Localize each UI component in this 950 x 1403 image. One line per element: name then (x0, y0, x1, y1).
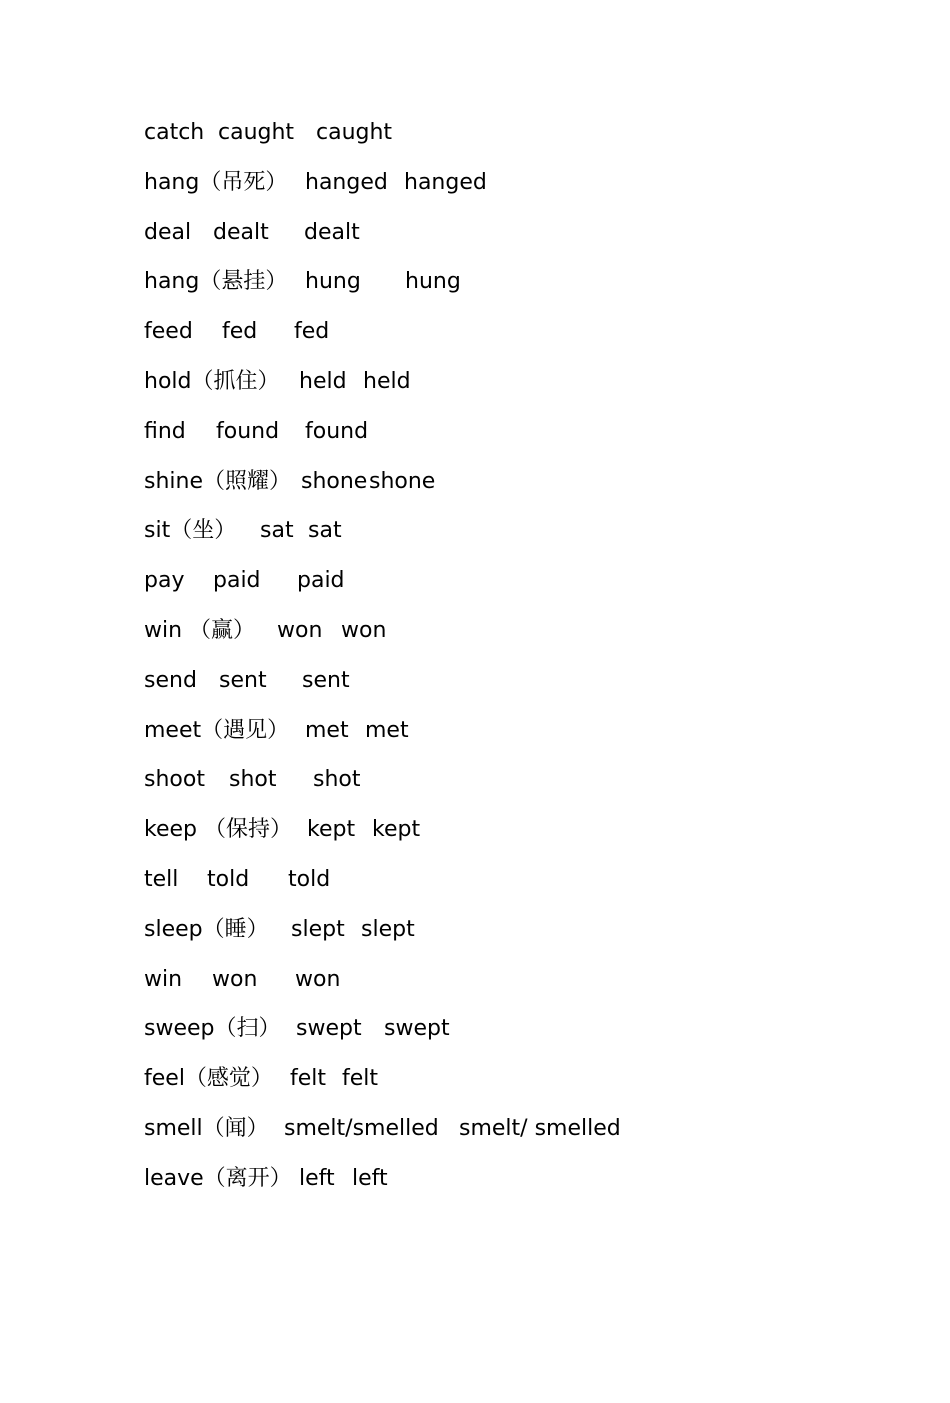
verb-past: won (277, 617, 323, 643)
verb-participle: hung (405, 269, 461, 295)
verb-row (144, 1004, 844, 1054)
verb-base: deal (144, 219, 192, 245)
verb-row (144, 755, 844, 805)
verb-base: win (144, 966, 183, 992)
verb-past: paid (213, 568, 261, 594)
verb-participle: dealt (304, 219, 360, 245)
verb-base: feed (144, 319, 193, 345)
verb-past: swept (296, 1016, 362, 1042)
verb-row (144, 457, 844, 507)
verb-past: dealt (213, 219, 269, 245)
verb-base: smell（闻） (144, 1115, 269, 1141)
verb-row (144, 158, 844, 208)
verb-base: meet（遇见） (144, 717, 290, 743)
verb-base: feel（感觉） (144, 1066, 273, 1092)
verb-row (144, 506, 844, 556)
verb-participle: found (305, 418, 369, 444)
verb-participle: shot (313, 767, 361, 793)
verb-participle: left (352, 1165, 388, 1191)
verb-row (144, 556, 844, 606)
verb-past: hanged (305, 169, 388, 195)
verb-participle: felt (342, 1066, 379, 1092)
irregular-verb-list (144, 108, 844, 1204)
verb-past: caught (218, 120, 295, 145)
verb-past: kept (307, 817, 356, 843)
verb-participle: kept (372, 817, 421, 843)
verb-base: leave（离开） (144, 1165, 292, 1191)
verb-base: hang（吊死） (144, 169, 288, 195)
verb-past: slept (291, 916, 345, 942)
verb-participle: slept (361, 916, 415, 942)
verb-row (144, 1154, 844, 1204)
verb-base: shine（照耀） (144, 468, 291, 494)
verb-row (144, 905, 844, 955)
verb-participle: hanged (404, 169, 487, 195)
verb-participle: told (288, 866, 331, 892)
verb-past: told (207, 866, 250, 892)
verb-row (144, 656, 844, 706)
verb-base: sit（坐） (144, 518, 237, 544)
verb-row (144, 257, 844, 307)
verb-participle: fed (294, 319, 330, 345)
verb-row (144, 955, 844, 1005)
verb-past: sent (219, 667, 267, 693)
verb-base: win （赢） (144, 617, 256, 643)
verb-row (144, 706, 844, 756)
verb-participle: won (295, 966, 341, 992)
verb-base: sleep（睡） (144, 916, 269, 942)
verb-past: shot (229, 767, 277, 793)
verb-row (144, 108, 844, 158)
verb-participle: sat (308, 518, 342, 544)
verb-base: pay (144, 568, 185, 594)
verb-participle: smelt/ smelled (459, 1115, 621, 1141)
verb-participle: caught (316, 120, 393, 145)
verb-participle: met (365, 717, 409, 743)
verb-past: met (305, 717, 349, 743)
verb-base: shoot (144, 767, 205, 793)
verb-row (144, 1104, 844, 1154)
verb-base: catch (144, 120, 205, 145)
verb-participle: shone (369, 468, 436, 494)
verb-participle: held (363, 368, 411, 394)
verb-past: held (299, 368, 347, 394)
verb-participle: won (341, 617, 387, 643)
verb-past: left (299, 1165, 335, 1191)
verb-base: tell (144, 866, 179, 892)
verb-past: smelt/smelled (284, 1115, 439, 1141)
verb-base: sweep（扫） (144, 1016, 281, 1042)
verb-past: fed (222, 319, 258, 345)
verb-base: keep （保持） (144, 817, 292, 843)
verb-past: found (216, 418, 280, 444)
verb-past: sat (260, 518, 294, 544)
verb-participle: sent (302, 667, 350, 693)
verb-participle: paid (297, 568, 345, 594)
verb-row (144, 606, 844, 656)
verb-row (144, 1054, 844, 1104)
verb-row (144, 805, 844, 855)
verb-row (144, 208, 844, 258)
verb-base: find (144, 418, 186, 444)
verb-base: hang（悬挂） (144, 269, 288, 295)
verb-row (144, 307, 844, 357)
verb-row (144, 357, 844, 407)
verb-participle: swept (384, 1016, 450, 1042)
verb-base: send (144, 667, 197, 693)
verb-row (144, 407, 844, 457)
verb-past: won (212, 966, 258, 992)
verb-row (144, 855, 844, 905)
verb-base: hold（抓住） (144, 368, 280, 394)
verb-past: felt (290, 1066, 327, 1092)
verb-past: shone (301, 468, 368, 494)
verb-past: hung (305, 269, 361, 295)
